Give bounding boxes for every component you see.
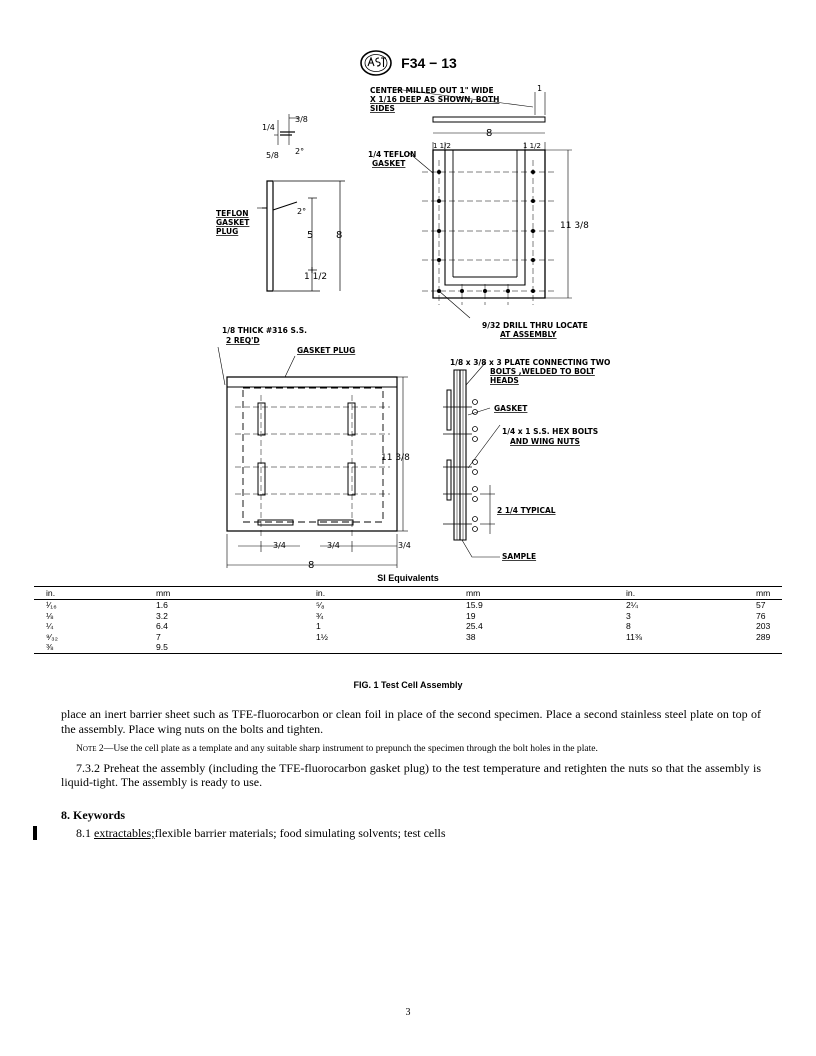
dim-3-4-right: 3/4	[398, 541, 411, 550]
callout-teflon-plug-2: GASKET	[216, 218, 250, 227]
header-in-3: in.	[626, 587, 756, 600]
callout-teflon-gasket-1: 1/4 TEFLON	[368, 150, 417, 159]
keywords-number: 8.1	[76, 826, 91, 840]
table-cell	[626, 642, 756, 653]
note-label: Note 2	[76, 743, 104, 754]
revision-change-bar	[33, 826, 37, 840]
table-cell: 8	[626, 621, 631, 631]
page-header	[0, 49, 816, 77]
table-row	[34, 600, 782, 611]
table-cell: 7	[156, 631, 161, 642]
note-2	[61, 742, 761, 757]
document-id: F34 − 13	[401, 55, 457, 71]
callout-milled-1: CENTER MILLED OUT 1" WIDE	[370, 86, 494, 95]
dim-3-4-left: 3/4	[273, 541, 286, 550]
table-cell: 1.6	[156, 600, 168, 610]
callout-plate-connecting-2: BOLTS ,WELDED TO BOLT	[490, 367, 595, 376]
table-cell: 2¼	[626, 600, 638, 610]
test-cell-assembly-drawing	[200, 80, 620, 580]
dim-1-half-left: 1 1/2	[433, 142, 451, 150]
page-number: 3	[405, 1007, 411, 1018]
callout-teflon-plug-3: PLUG	[216, 227, 239, 236]
callout-milled-3: SIDES	[370, 104, 395, 113]
table-cell: 38	[466, 631, 476, 642]
callout-plate-thick-2: 2 REQ'D	[226, 336, 260, 345]
header-mm-2: mm	[466, 587, 626, 600]
table-cell: 9.5	[156, 642, 316, 653]
callout-teflon-gasket-2: GASKET	[372, 159, 406, 168]
keywords-rest: flexible barrier materials; food simulating solvents; test cells	[154, 826, 446, 840]
si-equivalents-title: SI Equivalents	[377, 573, 439, 583]
dim-5: 5	[307, 230, 314, 241]
table-cell: ¹⁄₁₆	[46, 600, 57, 610]
table-cell: 3.2	[156, 610, 168, 621]
dim-1: 1	[537, 84, 543, 93]
callout-gasket: GASKET	[494, 404, 528, 413]
paragraph-7-3-2: 7.3.2 Preheat the assembly (including the TFE-fluorocarbon gasket plug) to the test temperature and retighten the nuts so that the assembly is liquid-tight. The assembly is ready to use.	[61, 760, 761, 789]
assembly-side-section	[443, 362, 500, 557]
table-header-row	[34, 587, 782, 600]
callout-teflon-plug-1: TEFLON	[216, 209, 249, 218]
section-8-heading: 8. Keywords	[61, 808, 125, 822]
callout-gasket-plug: GASKET PLUG	[297, 346, 356, 355]
table-cell: ⅜	[34, 642, 156, 653]
table-cell: 3	[626, 610, 631, 621]
dim-11-3-8-bottom: 11 3/8	[381, 453, 410, 463]
dim-1-half-plug: 1 1/2	[304, 272, 328, 282]
dim-5-8: 5/8	[266, 151, 279, 160]
figure-drawing	[200, 80, 620, 580]
figure-caption: FIG. 1 Test Cell Assembly	[353, 680, 463, 690]
table-cell: 15.9	[466, 600, 483, 610]
callout-drill-2: AT ASSEMBLY	[500, 330, 557, 339]
header-mm-1: mm	[156, 587, 316, 600]
dim-1-4: 1/4	[262, 123, 275, 132]
dim-11-3-8-top: 11 3/8	[560, 221, 589, 231]
si-equivalents-table	[34, 586, 782, 654]
header-in-2: in.	[316, 587, 466, 600]
table-cell: 1	[316, 621, 321, 631]
table-cell: 76	[756, 610, 766, 621]
callout-bolts-2: AND WING NUTS	[510, 437, 580, 446]
table-row	[34, 642, 782, 653]
dim-2deg-a: 2°	[295, 147, 305, 156]
body-text	[61, 707, 761, 790]
paragraph-continued: place an inert barrier sheet such as TFE-fluorocarbon or clean foil in place of the second specimen. Place a second stainless steel plate on top of the assembly. Place wing nuts on the bolts and tighten.	[61, 707, 761, 736]
header-in-1: in.	[34, 587, 156, 600]
keyword-extractables: extractables;	[94, 826, 155, 840]
dim-1-half-right: 1 1/2	[523, 142, 541, 150]
table-row	[34, 632, 782, 643]
plate-assembly-front	[218, 347, 408, 568]
table-row	[34, 621, 782, 632]
header-mm-3: mm	[756, 587, 782, 600]
table-cell: ⅛	[46, 610, 54, 621]
table-cell: 289	[756, 631, 771, 642]
keywords-paragraph	[76, 826, 446, 841]
teflon-gasket-plan	[395, 89, 572, 318]
table-row	[34, 611, 782, 622]
dim-3-4-mid: 3/4	[327, 541, 340, 550]
table-cell: ¾	[316, 610, 324, 621]
table-cell: ⁹⁄₃₂	[46, 631, 58, 642]
table-cell: 25.4	[466, 621, 483, 631]
table-cell: ¼	[46, 621, 54, 631]
table-cell	[756, 642, 782, 653]
dim-2deg-b: 2°	[297, 207, 307, 216]
callout-milled-2: X 1/16 DEEP AS SHOWN, BOTH	[370, 95, 500, 104]
dim-3-8: 3/8	[295, 115, 308, 124]
astm-logo-icon	[359, 49, 393, 77]
callout-sample: SAMPLE	[502, 552, 537, 561]
table-cell: ⁵⁄₈	[316, 600, 325, 610]
gasket-plug-detail	[257, 114, 345, 291]
dim-8-top: 8	[486, 128, 493, 139]
dim-8-bottom: 8	[308, 560, 315, 571]
table-cell: 1½	[316, 631, 328, 642]
dim-8-vertical: 8	[336, 230, 343, 241]
note-text: —Use the cell plate as a template and any suitable sharp instrument to prepunch the specimen through the bolt holes in the plate.	[103, 743, 598, 754]
table-cell	[466, 642, 626, 653]
table-cell: 203	[756, 621, 771, 631]
callout-plate-thick-1: 1/8 THICK #316 S.S.	[222, 326, 307, 335]
callout-bolts-1: 1/4 x 1 S.S. HEX BOLTS	[502, 427, 599, 436]
table-cell	[316, 642, 466, 653]
callout-typical: 2 1/4 TYPICAL	[497, 506, 556, 515]
table-cell: 19	[466, 610, 476, 621]
table-cell: 11⅜	[626, 631, 643, 642]
callout-plate-connecting-3: HEADS	[490, 376, 519, 385]
table-cell: 57	[756, 600, 766, 610]
callout-plate-connecting-1: 1/8 x 3/8 x 3 PLATE CONNECTING TWO	[450, 358, 611, 367]
callout-drill-1: 9/32 DRILL THRU LOCATE	[482, 321, 588, 330]
table-cell: 6.4	[156, 621, 168, 631]
